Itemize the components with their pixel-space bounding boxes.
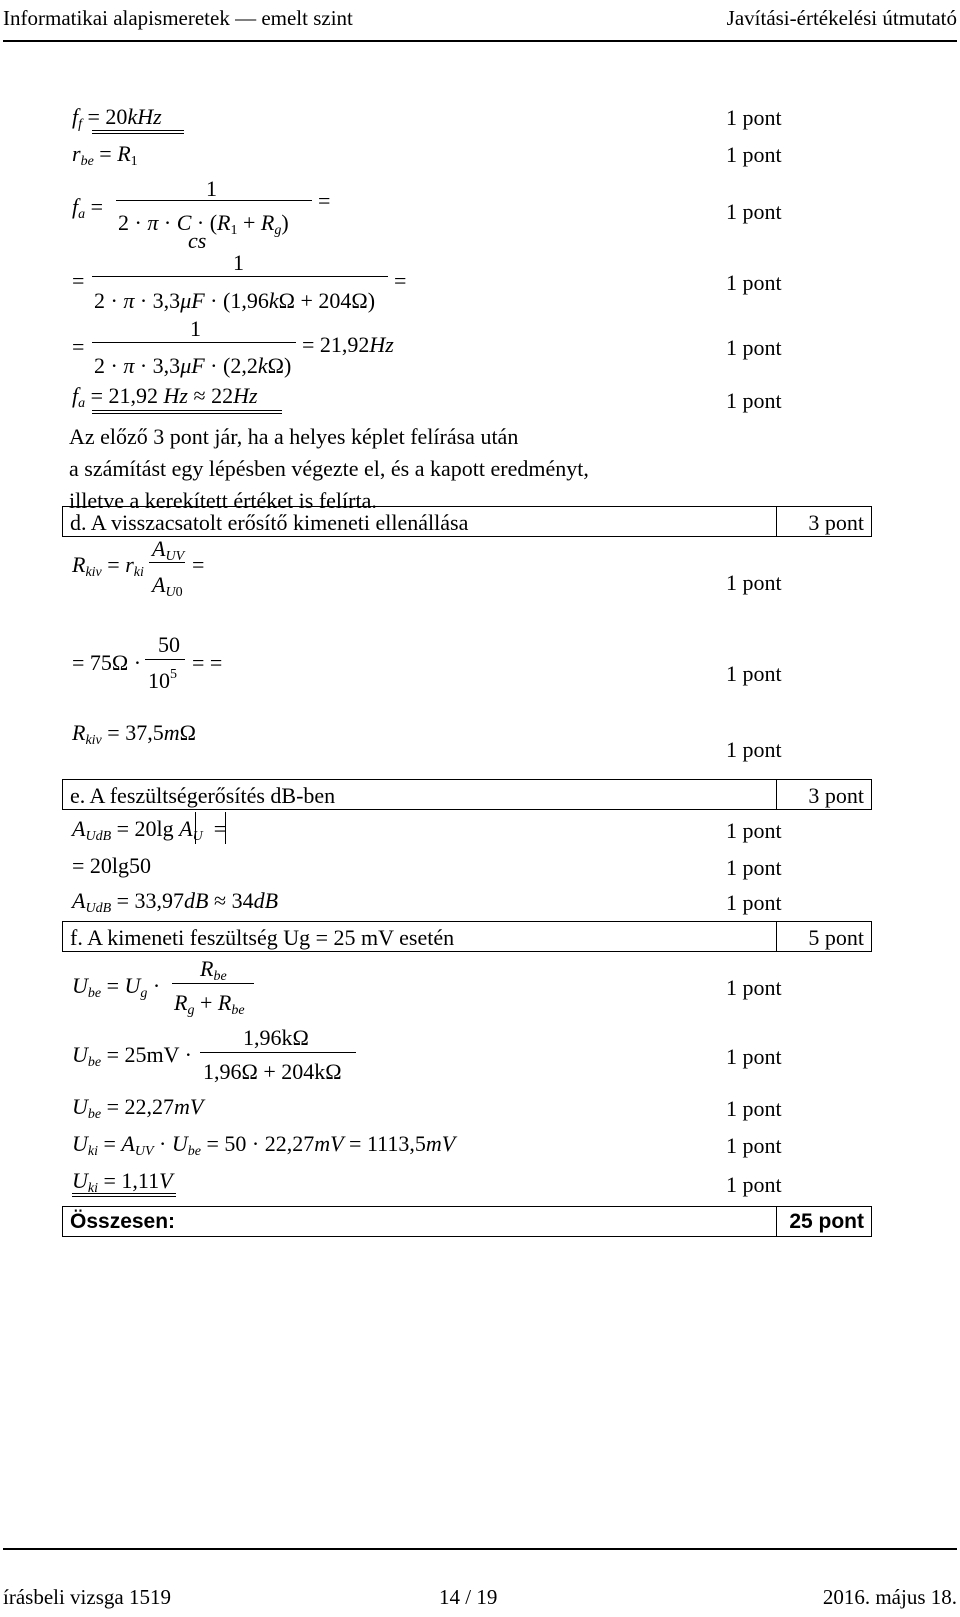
section-points: 5 pont	[776, 922, 871, 951]
page-footer	[3, 1585, 957, 1615]
section-title: d. A visszacsatolt erősítő kimeneti ellenállása	[70, 510, 469, 535]
note-line: a számítást egy lépésben végezte el, és a kapott eredményt,	[69, 456, 589, 481]
fraction-bar	[92, 276, 388, 277]
note-line: Az előző 3 pont jár, ha a helyes képlet felírása után	[69, 424, 519, 449]
point-label: 1 pont	[726, 142, 782, 167]
section-f-header	[62, 921, 872, 952]
point-label: 1 pont	[726, 335, 782, 360]
note-line: illetve a kerekített értéket is felírta.	[69, 488, 377, 513]
equals: =	[394, 268, 407, 293]
section-d-header	[62, 506, 872, 537]
point-label: 1 pont	[726, 1133, 782, 1158]
header-right: Javítási-értékelési útmutató	[726, 5, 957, 30]
fraction-denominator: $R_g + R_{be}$	[174, 990, 245, 1018]
footer-right: 2016. május 18.	[822, 1585, 957, 1609]
fraction-bar	[92, 342, 296, 343]
point-label: 1 pont	[726, 1044, 782, 1069]
formula-rkiv-result: $R_{kiv} = 37,5m\Omega$	[72, 720, 196, 748]
fraction-numerator: 1	[190, 316, 201, 341]
subscript-cs: cs	[188, 228, 207, 253]
equals: = =	[192, 650, 223, 675]
scoring-note	[69, 421, 589, 517]
formula-uki-result: $U_{ki} = 1,11V$	[72, 1168, 173, 1196]
point-label: 1 pont	[726, 1096, 782, 1121]
point-label: 1 pont	[726, 105, 782, 130]
point-label: 1 pont	[726, 1172, 782, 1197]
total-row	[62, 1206, 872, 1237]
fraction-numerator: 1	[206, 176, 217, 201]
fraction-numerator: $R_{be}$	[200, 956, 227, 984]
point-label: 1 pont	[726, 975, 782, 1000]
formula-ube-calc: $U_{be} = 25mV$ ·	[72, 1042, 192, 1070]
double-underline	[92, 410, 282, 414]
fraction-denominator: $2 \cdot \pi \cdot C \cdot (R_1 + R_g)$	[118, 210, 289, 238]
fraction-bar	[149, 562, 185, 563]
point-label: 1 pont	[726, 890, 782, 915]
formula-rbe: $r_{be} = R_1$	[72, 141, 138, 169]
fraction-bar	[116, 200, 312, 201]
formula-ube: $U_{be} = U_g$ ·	[72, 973, 161, 1001]
fraction-bar	[145, 659, 185, 660]
header-rule	[3, 40, 957, 42]
formula-rkiv: $R_{kiv} = r_{ki}$	[72, 552, 144, 580]
section-points: 3 pont	[776, 507, 871, 536]
fraction-numerator: 1,96kΩ	[243, 1025, 309, 1050]
formula-audb-calc: = 20lg50	[72, 853, 152, 878]
equals: =	[192, 552, 205, 577]
fraction-bar	[172, 983, 254, 984]
abs-bar	[195, 812, 196, 844]
footer-rule	[3, 1548, 957, 1550]
section-title: f. A kimeneti feszültség Ug = 25 mV esetén	[70, 925, 455, 950]
formula-uki: $U_{ki} = A_{UV} \cdot U_{be} = 50 \cdot 22,27mV = 1113,5mV$	[72, 1131, 456, 1159]
equals: =	[72, 334, 85, 359]
abs-bar	[225, 812, 226, 844]
fraction-numerator: 50	[158, 632, 180, 657]
page-header	[3, 0, 957, 36]
total-title: Összesen:	[70, 1210, 176, 1233]
fraction-denominator: $A_{U0}$	[152, 572, 183, 600]
header-left: Informatikai alapismeretek — emelt szint	[3, 5, 353, 30]
point-label: 1 pont	[726, 855, 782, 880]
footer-center: 14 / 19	[439, 1585, 498, 1609]
section-points: 3 pont	[776, 780, 871, 809]
equals: =	[72, 268, 85, 293]
fraction-numerator: 1	[233, 250, 244, 275]
formula-rkiv-calc: = 75Ω ·	[72, 650, 142, 675]
point-label: 1 pont	[726, 818, 782, 843]
fraction-numerator: $A_{UV}$	[152, 536, 185, 564]
section-title: e. A feszültségerősítés dB-ben	[70, 783, 336, 808]
total-points: 25 pont	[776, 1207, 871, 1236]
double-underline	[92, 130, 184, 134]
formula-fa-result: $f_a = 21,92$ Hz ≈ 22Hz	[72, 383, 258, 411]
fraction-bar	[200, 1052, 356, 1053]
fraction-denominator: $10^5$	[148, 667, 177, 693]
section-e-header	[62, 779, 872, 810]
equals: =	[318, 188, 331, 213]
point-label: 1 pont	[726, 199, 782, 224]
fraction-denominator: 2 · π · 3,3μF · (1,96kΩ + 204Ω)	[94, 288, 376, 313]
formula-result: = 21,92Hz	[302, 332, 394, 357]
point-label: 1 pont	[726, 737, 782, 762]
formula-audb-result: $A_{UdB} = 33,97dB \approx 34dB$	[72, 888, 279, 916]
fraction-denominator: 2 · π · 3,3μF · (2,2kΩ)	[94, 353, 292, 378]
point-label: 1 pont	[726, 388, 782, 413]
formula-ube-result: $U_{be} = 22,27mV$	[72, 1094, 204, 1122]
point-label: 1 pont	[726, 570, 782, 595]
point-label: 1 pont	[726, 270, 782, 295]
double-underline	[72, 1193, 176, 1197]
point-label: 1 pont	[726, 661, 782, 686]
formula-audb: $A_{UdB} = 20\lg$ $A_U$ =	[72, 816, 227, 844]
fraction-denominator: 1,96Ω + 204kΩ	[203, 1059, 342, 1084]
formula-fa-def: $f_a$ =	[72, 194, 104, 222]
footer-left: írásbeli vizsga 1519	[3, 1585, 171, 1609]
formula-ff: $f_f = 20kHz$	[72, 104, 162, 132]
